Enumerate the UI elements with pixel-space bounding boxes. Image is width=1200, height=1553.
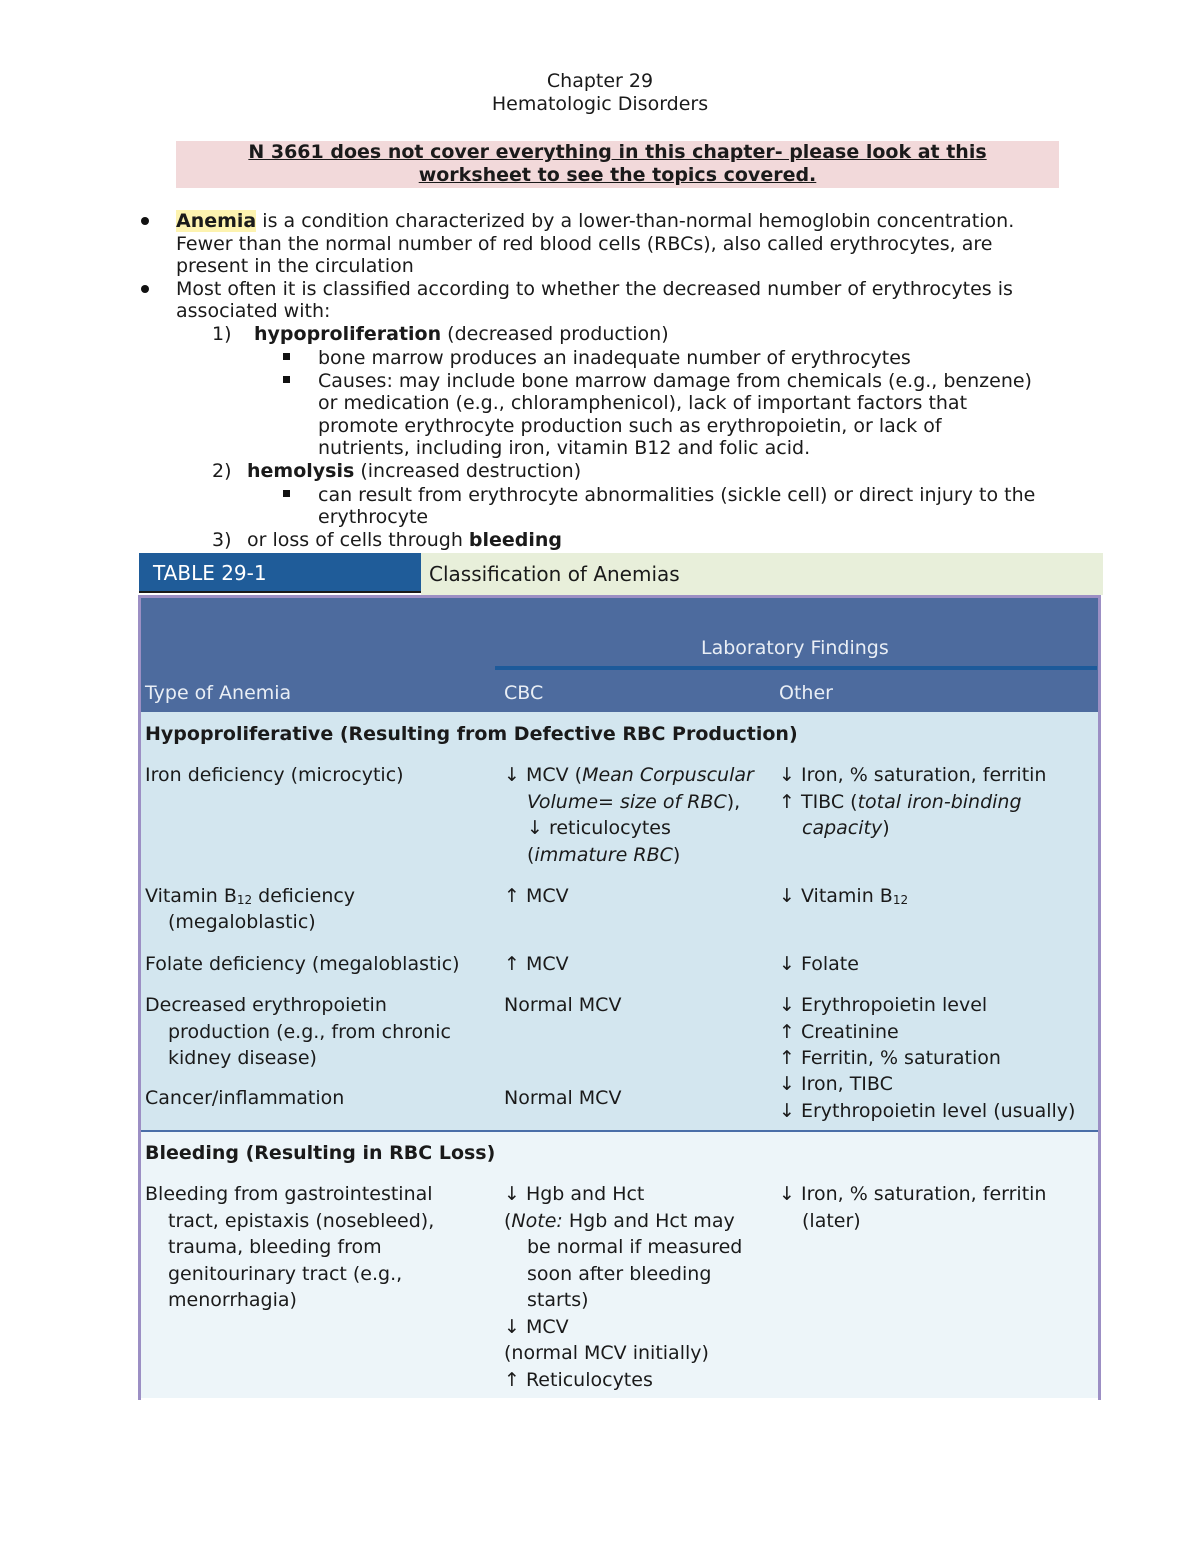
header-lab-findings: Laboratory Findings	[701, 637, 889, 659]
table-number-tab: TABLE 29-1	[139, 553, 421, 593]
text-span: (increased destruction)	[354, 460, 582, 482]
row-b12-cbc: ↑ MCV	[504, 885, 569, 907]
numbered-item-2-number: 2)	[212, 460, 232, 482]
row-iron-cbc-1	[504, 762, 754, 789]
sub-item-causes-line-4: nutrients, including iron, vitamin B12 and folic acid.	[318, 437, 811, 459]
row-folate-type: Folate deficiency (megaloblastic)	[145, 953, 460, 975]
bullet-classified-line-1: Most often it is classified according to whether the decreased number of erythrocytes is	[176, 278, 1013, 300]
lab-findings-rule	[495, 666, 1097, 670]
text-span: or loss of cells through	[247, 529, 469, 551]
row-bleeding-type-2: tract, epistaxis (nosebleed),	[168, 1210, 435, 1232]
section-hypoproliferative: Hypoproliferative (Resulting from Defective RBC Production)	[145, 723, 798, 745]
row-iron-cbc-2	[527, 789, 740, 816]
square-bullet	[283, 376, 290, 383]
text-span: (	[527, 844, 535, 866]
row-b12-type-2: (megaloblastic)	[168, 911, 316, 933]
subscript: 12	[236, 893, 253, 907]
table-caption: Classification of Anemias	[421, 553, 1103, 595]
text-span: )	[882, 817, 890, 839]
numbered-item-1	[254, 323, 669, 346]
numbered-item-2	[247, 460, 581, 483]
row-folate-cbc: ↑ MCV	[504, 953, 569, 975]
bullet-dot	[141, 285, 149, 293]
text-span: )	[672, 844, 681, 866]
row-bleeding-other-2: (later)	[802, 1210, 861, 1232]
row-bleeding-cbc-6: ↓ MCV	[504, 1316, 569, 1338]
numbered-item-1-number: 1)	[212, 323, 232, 345]
sub-item-marrow: bone marrow produces an inadequate number of erythrocytes	[318, 347, 911, 369]
row-epo-type-1: Decreased erythropoietin	[145, 994, 387, 1016]
notice-line-1: N 3661 does not cover everything in this chapter- please look at this	[248, 141, 987, 163]
chapter-number: Chapter 29	[546, 70, 654, 92]
text-span: ),	[726, 791, 741, 813]
row-bleeding-cbc-1: ↓ Hgb and Hct	[504, 1183, 645, 1205]
row-bleeding-cbc-8: ↑ Reticulocytes	[504, 1369, 653, 1391]
header-other: Other	[779, 682, 833, 704]
sub-item-causes-line-1: Causes: may include bone marrow damage from chemicals (e.g., benzene)	[318, 370, 1032, 392]
text-span: ↓ MCV (	[504, 764, 583, 786]
bullet-classified-line-2: associated with:	[176, 300, 331, 322]
row-folate-other: ↓ Folate	[779, 953, 859, 975]
term-bleeding: bleeding	[468, 529, 563, 551]
row-epo-type-3: kidney disease)	[168, 1047, 317, 1069]
row-bleeding-cbc-3: be normal if measured	[527, 1236, 743, 1258]
coverage-notice	[176, 141, 1059, 188]
text-italic: Note:	[511, 1210, 563, 1232]
sub-item-causes-line-3: promote erythrocyte production such as erythropoietin, or lack of	[318, 415, 942, 437]
row-bleeding-cbc-2	[504, 1208, 735, 1235]
text-italic: Volume= size of RBC	[527, 791, 727, 813]
row-iron-other-1: ↓ Iron, % saturation, ferritin	[779, 764, 1047, 786]
bullet-anemia-line-1	[176, 210, 1014, 233]
row-iron-other-3	[802, 815, 890, 842]
row-b12-type-1	[145, 883, 355, 910]
row-bleeding-type-3: trauma, bleeding from	[168, 1236, 382, 1258]
text-italic: Mean Corpuscular	[582, 764, 754, 786]
sub-item-causes-line-2: or medication (e.g., chloramphenicol), lack of important factors that	[318, 392, 968, 414]
row-bleeding-other-1: ↓ Iron, % saturation, ferritin	[779, 1183, 1047, 1205]
row-epo-other-2: ↑ Creatinine	[779, 1021, 899, 1043]
text-italic: capacity	[802, 817, 883, 839]
text-span: ↑ TIBC (	[779, 791, 858, 813]
row-iron-type: Iron deficiency (microcytic)	[145, 764, 404, 786]
square-bullet	[283, 490, 290, 497]
row-epo-other-1: ↓ Erythropoietin level	[779, 994, 988, 1016]
square-bullet	[283, 353, 290, 360]
numbered-item-3-number: 3)	[212, 529, 232, 551]
bullet-anemia-line-2: Fewer than the normal number of red blood cells (RBCs), also called erythrocytes, are	[176, 233, 993, 255]
text-italic: immature RBC	[534, 844, 673, 866]
header-cbc: CBC	[504, 682, 544, 704]
row-iron-other-2	[779, 789, 1022, 816]
row-iron-cbc-4	[527, 842, 680, 869]
row-bleeding-cbc-7: (normal MCV initially)	[504, 1342, 709, 1364]
header-type-of-anemia: Type of Anemia	[145, 682, 292, 704]
row-bleeding-type-5: menorrhagia)	[168, 1289, 297, 1311]
text-italic: total iron-binding	[857, 791, 1022, 813]
text-span: (decreased production)	[441, 323, 669, 345]
text-span: Hgb and Hct may	[562, 1210, 735, 1232]
term-hemolysis: hemolysis	[247, 460, 355, 482]
row-cancer-other-1: ↓ Iron, TIBC	[779, 1073, 893, 1095]
text-span: (	[504, 1210, 512, 1232]
sub-item-hemolysis-line-1: can result from erythrocyte abnormalities (sickle cell) or direct injury to the	[318, 484, 1036, 506]
row-bleeding-type-4: genitourinary tract (e.g.,	[168, 1263, 403, 1285]
row-bleeding-cbc-5: starts)	[527, 1289, 589, 1311]
bullet-dot	[141, 217, 149, 225]
text-span: Vitamin B	[145, 885, 237, 907]
row-epo-cbc: Normal MCV	[504, 994, 622, 1016]
row-cancer-type: Cancer/inflammation	[145, 1087, 345, 1109]
term-hypoproliferation: hypoproliferation	[254, 323, 442, 345]
sub-item-hemolysis-line-2: erythrocyte	[318, 506, 429, 528]
bullet-anemia-line-3: present in the circulation	[176, 255, 414, 277]
row-b12-other	[779, 883, 908, 910]
row-bleeding-cbc-4: soon after bleeding	[527, 1263, 712, 1285]
subscript: 12	[892, 893, 909, 907]
term-anemia: Anemia	[176, 210, 257, 232]
text-span: is a condition characterized by a lower-than-normal hemoglobin concentration.	[256, 210, 1015, 232]
row-bleeding-type-1: Bleeding from gastrointestinal	[145, 1183, 433, 1205]
row-cancer-other-2: ↓ Erythropoietin level (usually)	[779, 1100, 1076, 1122]
section-bleeding: Bleeding (Resulting in RBC Loss)	[145, 1142, 496, 1164]
row-epo-other-3: ↑ Ferritin, % saturation	[779, 1047, 1001, 1069]
row-cancer-cbc: Normal MCV	[504, 1087, 622, 1109]
notice-line-2: worksheet to see the topics covered.	[418, 164, 817, 186]
text-span: deficiency	[252, 885, 356, 907]
text-span: ↓ Vitamin B	[779, 885, 893, 907]
row-epo-type-2: production (e.g., from chronic	[168, 1021, 451, 1043]
chapter-title: Hematologic Disorders	[491, 93, 709, 115]
numbered-item-3	[247, 529, 562, 552]
row-iron-cbc-3: ↓ reticulocytes	[527, 817, 671, 839]
